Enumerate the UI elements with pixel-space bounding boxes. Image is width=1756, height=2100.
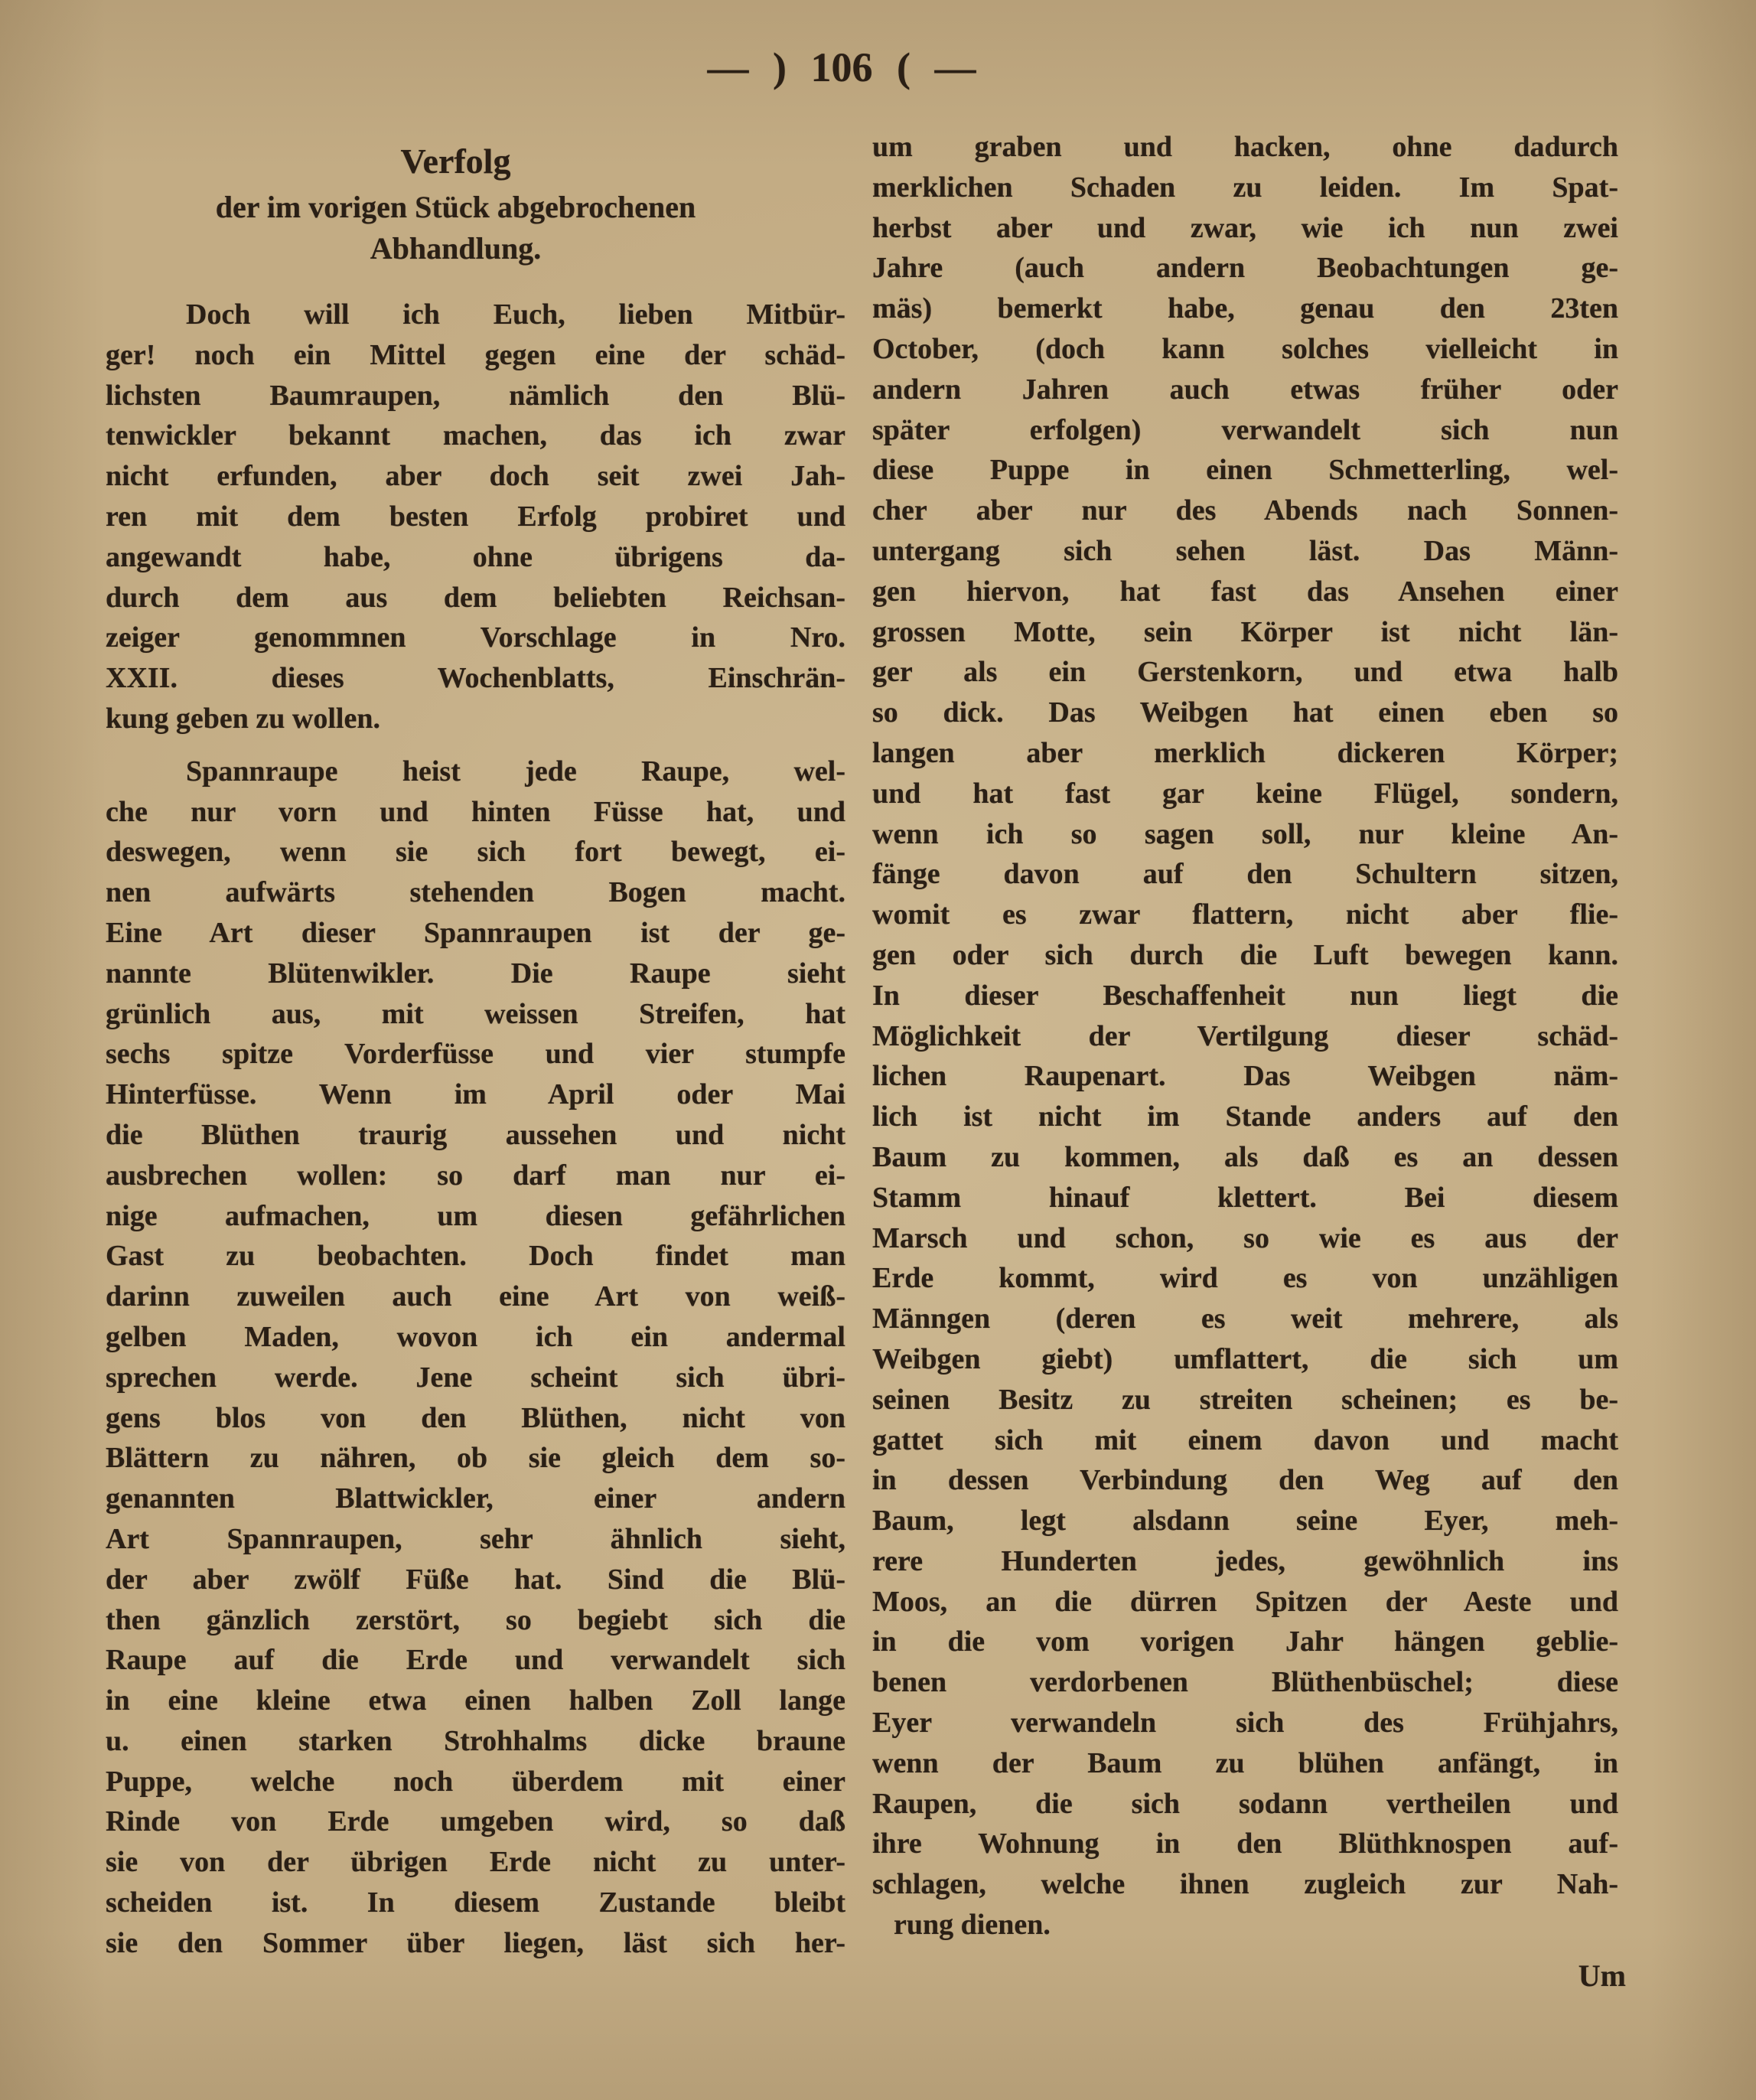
text-line: merklichen Schaden zu leiden. Im Spat- xyxy=(872,171,1618,204)
text-line: Art Spannraupen, sehr ähnlich sieht, xyxy=(106,1522,845,1555)
text-line: gelben Maden, wovon ich ein andermal xyxy=(106,1320,845,1353)
text-line: in eine kleine etwa einen halben Zoll lange xyxy=(106,1684,845,1717)
text-line: Eine Art dieser Spannraupen ist der ge- xyxy=(106,916,845,949)
text-line: deswegen, wenn sie sich fort bewegt, ei- xyxy=(106,836,845,869)
text-line: ger als ein Gerstenkorn, und etwa halb xyxy=(872,656,1618,689)
text-line: u. einen starken Strohhalms dicke braune xyxy=(106,1724,845,1757)
text-line: wenn der Baum zu blühen anfängt, in xyxy=(872,1746,1618,1779)
paragraph xyxy=(106,752,845,1964)
text-line: ger! noch ein Mittel gegen eine der schäd- xyxy=(106,338,845,371)
text-line: benen verdorbenen Blüthenbüschel; diese xyxy=(872,1666,1618,1699)
text-line: schlagen, welche ihnen zugleich zur Nah- xyxy=(872,1868,1618,1901)
text-line: XXII. dieses Wochenblatts, Einschrän- xyxy=(106,662,845,695)
text-line: lichen Raupenart. Das Weibgen näm- xyxy=(872,1060,1618,1093)
text-line: October, (doch kann solches vielleicht in xyxy=(872,332,1618,365)
text-line: Puppe, welche noch überdem mit einer xyxy=(106,1765,845,1798)
catchword: Um xyxy=(1578,1958,1626,1993)
text-line: scheiden ist. In diesem Zustande bleibt xyxy=(106,1886,845,1919)
text-line: zeiger genommnen Vorschlage in Nro. xyxy=(106,621,845,654)
text-line: lich ist nicht im Stande anders auf den xyxy=(872,1101,1618,1133)
right-column xyxy=(872,127,1618,1945)
text-line: in die vom vorigen Jahr hängen geblie- xyxy=(872,1626,1618,1658)
text-line: in dessen Verbindung den Weg auf den xyxy=(872,1464,1618,1497)
text-line: wenn ich so sagen soll, nur kleine An- xyxy=(872,817,1618,850)
text-line: Männgen (deren es weit mehrere, als xyxy=(872,1303,1618,1335)
text-line: Rinde von Erde umgeben wird, so daß xyxy=(106,1805,845,1838)
text-line: später erfolgen) verwandelt sich nun xyxy=(872,413,1618,446)
text-line: Blättern zu nähren, ob sie gleich dem so- xyxy=(106,1442,845,1475)
text-line: um graben und hacken, ohne dadurch xyxy=(872,131,1618,163)
text-line: Hinterfüsse. Wenn im April oder Mai xyxy=(106,1078,845,1111)
title-line: der im vorigen Stück abgebrochenen xyxy=(215,190,696,224)
text-line: andern Jahren auch etwas früher oder xyxy=(872,373,1618,406)
text-line: gattet sich mit einem davon und macht xyxy=(872,1423,1618,1456)
text-line: lichsten Baumraupen, nämlich den Blü- xyxy=(106,379,845,412)
text-line: angewandt habe, ohne übrigens da- xyxy=(106,540,845,573)
text-line: und hat fast gar keine Flügel, sondern, xyxy=(872,777,1618,810)
text-line: gens blos von den Blüthen, nicht von xyxy=(106,1401,845,1434)
text-line: cher aber nur des Abends nach Sonnen- xyxy=(872,494,1618,527)
text-line: Moos, an die dürren Spitzen der Aeste und xyxy=(872,1585,1618,1618)
text-line: sprechen werde. Jene scheint sich übri- xyxy=(106,1361,845,1394)
text-line: ausbrechen wollen: so darf man nur ei- xyxy=(106,1159,845,1192)
text-line: kung geben zu wollen. xyxy=(106,702,380,735)
text-line: Erde kommt, wird es von unzähligen xyxy=(872,1262,1618,1295)
text-line: then gänzlich zerstört, so begiebt sich die xyxy=(106,1603,845,1636)
text-line: Raupe auf die Erde und verwandelt sich xyxy=(106,1644,845,1677)
text-line: nannte Blütenwikler. Die Raupe sieht xyxy=(106,957,845,990)
text-line: untergang sich sehen läst. Das Männ- xyxy=(872,534,1618,567)
page-number: — ) 106 ( — xyxy=(707,44,976,90)
text-line: ihre Wohnung in den Blüthknospen auf- xyxy=(872,1828,1618,1860)
text-line: womit es zwar flattern, nicht aber flie- xyxy=(872,898,1618,931)
text-line: rere Hunderten jedes, gewöhnlich ins xyxy=(872,1544,1618,1577)
text-line: Gast zu beobachten. Doch findet man xyxy=(106,1240,845,1273)
text-line: Stamm hinauf klettert. Bei diesem xyxy=(872,1181,1618,1214)
text-line: Weibgen giebt) umflattert, die sich um xyxy=(872,1342,1618,1375)
text-line: durch dem aus dem beliebten Reichsan- xyxy=(106,581,845,614)
text-line: rung dienen. xyxy=(894,1909,1051,1942)
text-line: Baum zu kommen, als daß es an dessen xyxy=(872,1140,1618,1173)
text-line: Doch will ich Euch, lieben Mitbür- xyxy=(186,298,845,331)
text-line: Jahre (auch andern Beobachtungen ge- xyxy=(872,252,1618,285)
text-line: mäs) bemerkt habe, genau den 23ten xyxy=(872,292,1618,325)
text-line: herbst aber und zwar, wie ich nun zwei xyxy=(872,211,1618,244)
text-line: grossen Motte, sein Körper ist nicht län- xyxy=(872,615,1618,648)
text-line: Eyer verwandeln sich des Frühjahrs, xyxy=(872,1707,1618,1740)
left-column xyxy=(106,295,845,1964)
paragraph xyxy=(106,295,845,739)
article-title xyxy=(86,138,826,268)
text-line: che nur vorn und hinten Füsse hat, und xyxy=(106,795,845,828)
text-line: seinen Besitz zu streiten scheinen; es be- xyxy=(872,1383,1618,1416)
text-line: genannten Blattwickler, einer andern xyxy=(106,1482,845,1515)
text-line: die Blüthen traurig aussehen und nicht xyxy=(106,1118,845,1151)
text-line: Marsch und schon, so wie es aus der xyxy=(872,1221,1618,1254)
text-line: gen hiervon, hat fast das Ansehen einer xyxy=(872,575,1618,608)
text-line: Spannraupe heist jede Raupe, wel- xyxy=(186,755,845,788)
text-line: sechs spitze Vorderfüsse und vier stumpfe xyxy=(106,1038,845,1071)
text-line: nicht erfunden, aber doch seit zwei Jah- xyxy=(106,460,845,493)
text-line: Möglichkeit der Vertilgung dieser schäd- xyxy=(872,1019,1618,1052)
text-line: nen aufwärts stehenden Bogen macht. xyxy=(106,876,845,909)
text-line: der aber zwölf Füße hat. Sind die Blü- xyxy=(106,1563,845,1596)
text-line: In dieser Beschaffenheit nun liegt die xyxy=(872,979,1618,1012)
text-line: gen oder sich durch die Luft bewegen kann. xyxy=(872,938,1618,971)
text-line: diese Puppe in einen Schmetterling, wel- xyxy=(872,454,1618,487)
text-line: sie den Sommer über liegen, läst sich her- xyxy=(106,1926,845,1959)
text-line: Raupen, die sich sodann vertheilen und xyxy=(872,1787,1618,1820)
text-line: grünlich aus, mit weissen Streifen, hat xyxy=(106,997,845,1030)
text-line: sie von der übrigen Erde nicht zu unter- xyxy=(106,1846,845,1879)
title-line: Abhandlung. xyxy=(370,231,542,266)
text-line: nige aufmachen, um diesen gefährlichen xyxy=(106,1199,845,1232)
paragraph xyxy=(872,127,1618,1945)
text-line: langen aber merklich dickeren Körper; xyxy=(872,736,1618,769)
title-line: Verfolg xyxy=(400,142,511,181)
text-line: darinn zuweilen auch eine Art von weiß- xyxy=(106,1280,845,1313)
text-line: Baum, legt alsdann seine Eyer, meh- xyxy=(872,1505,1618,1538)
text-line: ren mit dem besten Erfolg probiret und xyxy=(106,500,845,533)
text-line: fänge davon auf den Schultern sitzen, xyxy=(872,858,1618,891)
text-line: tenwickler bekannt machen, das ich zwar xyxy=(106,419,845,452)
text-line: so dick. Das Weibgen hat einen eben so xyxy=(872,696,1618,729)
